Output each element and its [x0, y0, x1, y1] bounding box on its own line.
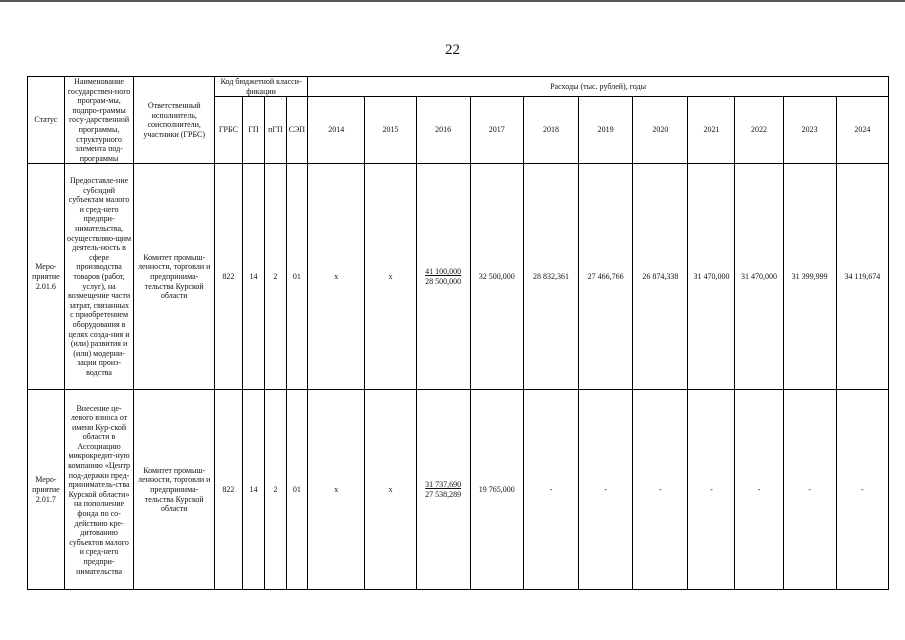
- scan-top-edge: [0, 0, 905, 2]
- row-status: Меро-приятие 2.01.6: [28, 164, 65, 390]
- row-executor: Комитет промыш-ленности, торговли и предпринима-тельства Курской области: [134, 390, 215, 590]
- row-grbs: 822: [215, 390, 243, 590]
- table-row: [28, 164, 889, 390]
- row-2017: 32 500,000: [470, 164, 523, 390]
- row-2023: -: [783, 390, 836, 590]
- header-code-pgp: пГП: [265, 97, 286, 164]
- row-2019: -: [579, 390, 633, 590]
- row-2018: 28 832,361: [523, 164, 578, 390]
- row-grbs: 822: [215, 164, 243, 390]
- header-expenses: Расходы (тыс. рублей), годы: [308, 77, 889, 97]
- header-year-2020: 2020: [633, 97, 688, 164]
- row-2018: -: [523, 390, 578, 590]
- header-year-2021: 2021: [688, 97, 735, 164]
- page-number: 22: [445, 42, 460, 58]
- row-2021: 31 470,000: [688, 164, 735, 390]
- row-2016-value: 27 538,289: [425, 489, 462, 499]
- row-2023: 31 399,999: [783, 164, 836, 390]
- row-status: Меро-приятие 2.01.7: [28, 390, 65, 590]
- header-budget-code: Код бюджетной класси-фикации: [215, 77, 308, 97]
- row-gp: 14: [242, 390, 264, 590]
- row-name: Предоставле-ние субсидий субъектам малого и сред-него предпри-нимательства, осуществляю-щим деятель-ность в сфере производства товаров (работ, услуг), на возмещение части затрат, связанных с приобретением оборудования в целях созда-ния и (или) развития и (или) модерни-зации произ-водства: [64, 164, 134, 390]
- row-executor: Комитет промыш-ленности, торговли и предпринима-тельства Курской области: [134, 164, 215, 390]
- row-2017: 19 765,000: [470, 390, 523, 590]
- header-name: Наименование государствен-ного програм-мы, подпро-граммы госу-дарственной программы, структурного элемента под-программы: [64, 77, 134, 164]
- row-2022: 31 470,000: [735, 164, 783, 390]
- row-2019: 27 466,766: [579, 164, 633, 390]
- row-2022: -: [735, 390, 783, 590]
- row-pgp: 2: [265, 164, 286, 390]
- header-year-2014: 2014: [308, 97, 365, 164]
- row-2016-struck-value: 41 100,000: [425, 267, 462, 277]
- header-year-2015: 2015: [365, 97, 416, 164]
- row-2016-value: 28 500,000: [425, 276, 462, 286]
- header-year-2024: 2024: [836, 97, 888, 164]
- header-year-2017: 2017: [470, 97, 523, 164]
- header-code-sep: СЭП: [286, 97, 307, 164]
- row-2020: -: [633, 390, 688, 590]
- row-2014: x: [308, 390, 365, 590]
- row-2014: x: [308, 164, 365, 390]
- header-year-2023: 2023: [783, 97, 836, 164]
- row-sep: 01: [286, 390, 307, 590]
- row-pgp: 2: [265, 390, 286, 590]
- header-year-2016: 2016: [416, 97, 470, 164]
- header-executor: Ответственный исполнитель, соисполнители, участники (ГРБС): [134, 77, 215, 164]
- header-status: Статус: [28, 77, 65, 164]
- row-2021: -: [688, 390, 735, 590]
- budget-table: [27, 76, 889, 590]
- row-name: Внесение це-левого взноса от имени Кур-ской области в Ассоциацию микрокредит-ную компанию «Центр под-держки пред-приниматель-ства Курской области» на пополнение фонда по со-действию кре-дитованию субъектов малого и сред-него предпри-нимательства: [64, 390, 134, 590]
- header-code-gp: ГП: [242, 97, 264, 164]
- header-code-grbs: ГРБС: [215, 97, 243, 164]
- header-row-1: [28, 77, 889, 97]
- row-2024: -: [836, 390, 888, 590]
- row-2016-struck-value: 31 737,690: [425, 480, 462, 490]
- row-2016: [416, 390, 470, 590]
- header-year-2022: 2022: [735, 97, 783, 164]
- row-2020: 26 874,338: [633, 164, 688, 390]
- row-2015: x: [365, 164, 416, 390]
- header-year-2018: 2018: [523, 97, 578, 164]
- row-2024: 34 119,674: [836, 164, 888, 390]
- row-2016: [416, 164, 470, 390]
- row-gp: 14: [242, 164, 264, 390]
- header-year-2019: 2019: [579, 97, 633, 164]
- table-row: [28, 390, 889, 590]
- row-sep: 01: [286, 164, 307, 390]
- row-2015: x: [365, 390, 416, 590]
